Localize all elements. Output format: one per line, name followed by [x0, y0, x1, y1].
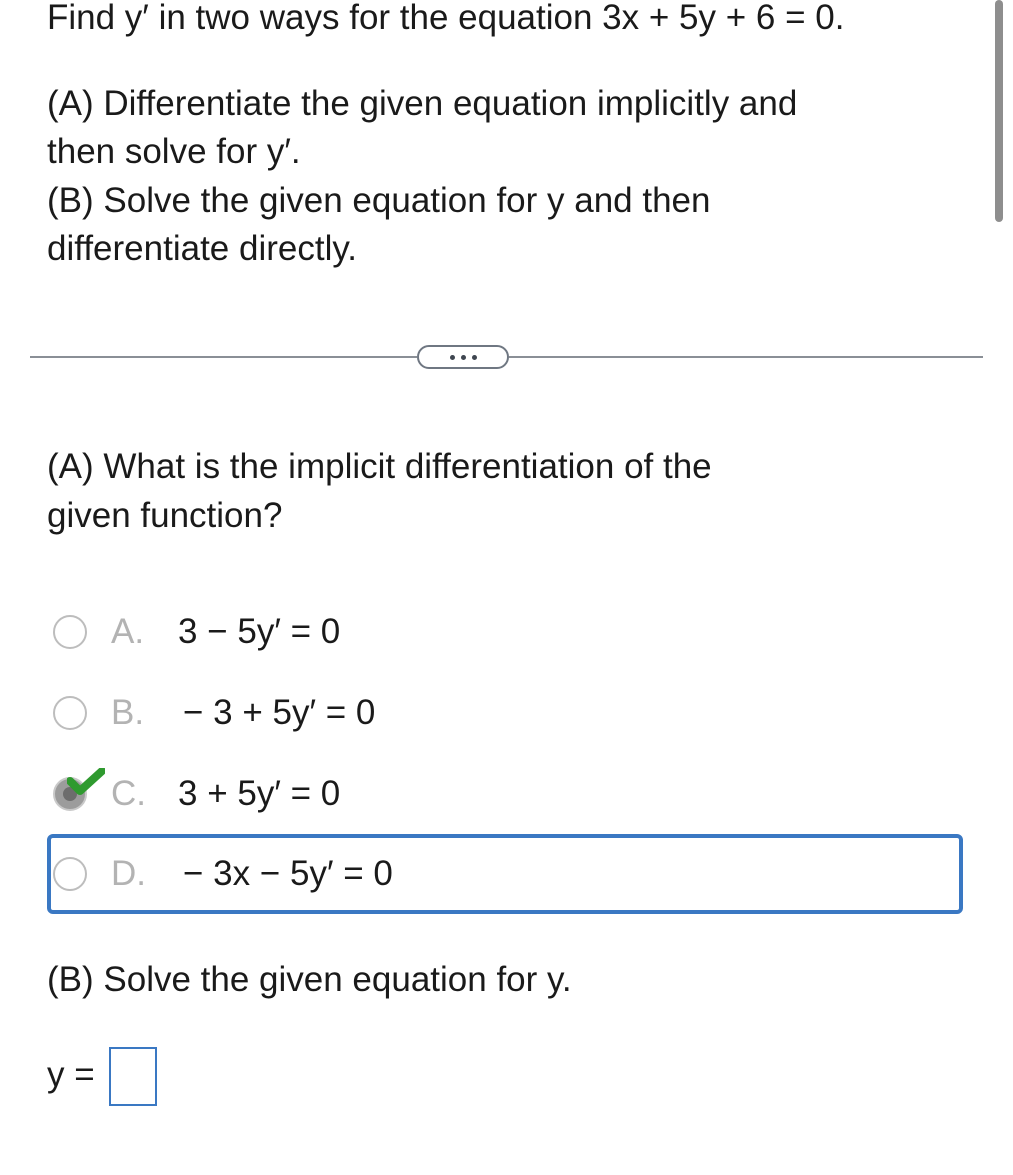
answer-input-box[interactable]: [109, 1047, 157, 1106]
dot: [461, 355, 466, 360]
radio-button[interactable]: [53, 615, 87, 649]
choice-a[interactable]: [47, 592, 963, 672]
part-a-question-line-1: (A) What is the implicit differentiation of the: [47, 447, 712, 486]
problem-line-4: (B) Solve the given equation for y and then: [47, 181, 711, 220]
choice-formula: − 3 + 5y′ = 0: [183, 693, 376, 732]
divider-line-right: [509, 356, 983, 358]
answer-label: y =: [47, 1055, 95, 1094]
part-a-question-line-2: given function?: [47, 496, 283, 535]
radio-button[interactable]: [53, 857, 87, 891]
choice-formula: 3 − 5y′ = 0: [178, 612, 341, 651]
choice-letter: A.: [111, 612, 145, 651]
choice-b[interactable]: [47, 673, 963, 753]
choice-formula: − 3x − 5y′ = 0: [183, 854, 393, 893]
choice-c[interactable]: [47, 754, 963, 834]
choice-d[interactable]: [47, 834, 963, 914]
more-dots-icon[interactable]: [417, 345, 509, 369]
choice-letter: B.: [111, 693, 145, 732]
choice-letter: C.: [111, 774, 146, 813]
vertical-scrollbar[interactable]: [995, 0, 1003, 222]
problem-line-5: differentiate directly.: [47, 229, 357, 268]
choice-letter: D.: [111, 854, 146, 893]
check-icon: [67, 768, 105, 798]
part-b-question: (B) Solve the given equation for y.: [47, 960, 572, 999]
problem-line-3: then solve for y′.: [47, 132, 301, 171]
problem-line-2: (A) Differentiate the given equation implicitly and: [47, 84, 798, 123]
dot: [472, 355, 477, 360]
dot: [450, 355, 455, 360]
problem-line-1: Find y′ in two ways for the equation 3x + 5y + 6 = 0.: [47, 0, 845, 37]
radio-button[interactable]: [53, 696, 87, 730]
choice-formula: 3 + 5y′ = 0: [178, 774, 341, 813]
divider-line-left: [30, 356, 417, 358]
